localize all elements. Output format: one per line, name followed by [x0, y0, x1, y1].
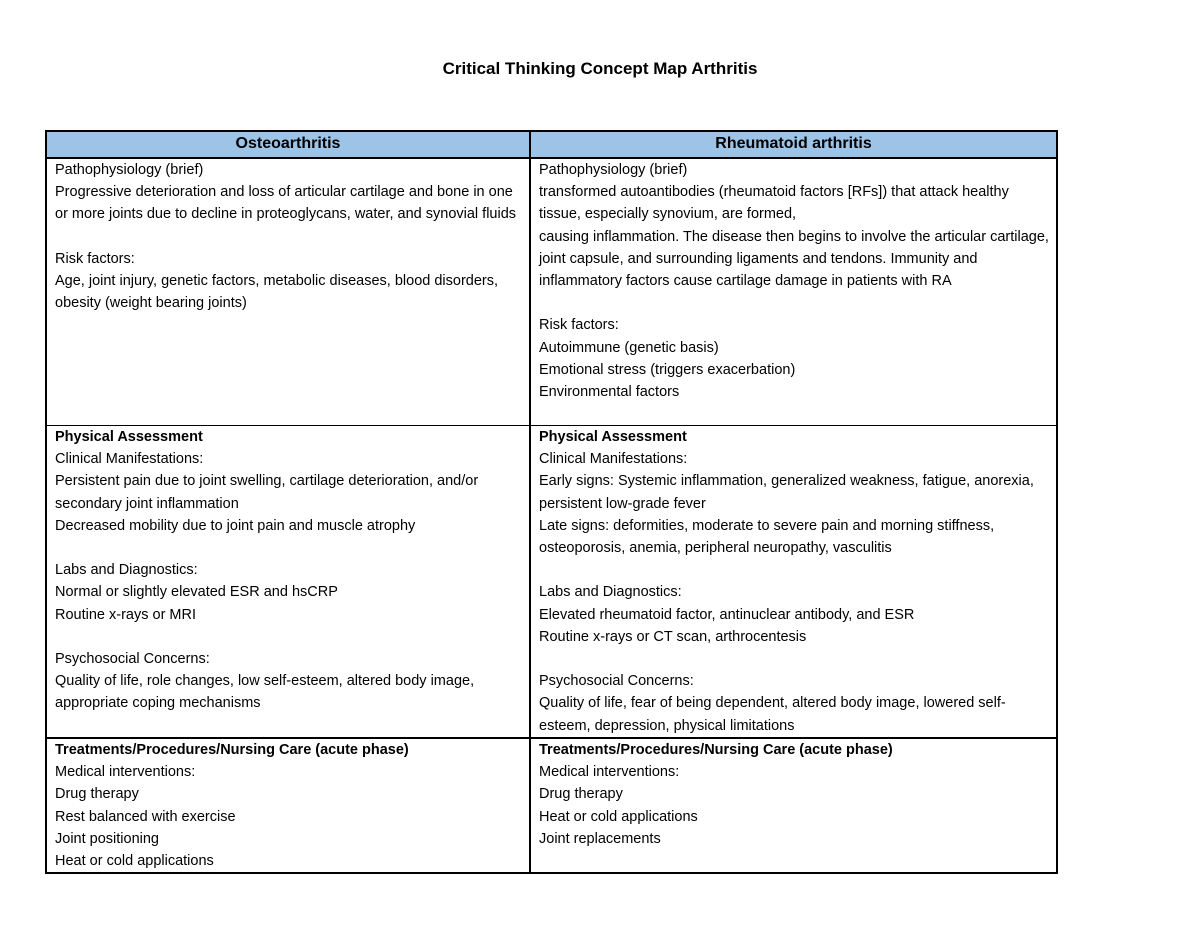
- oa-clinical-heading: Clinical Manifestations:: [55, 451, 204, 468]
- ra-labs-item: Elevated rheumatoid factor, antinuclear antibody, and ESR: [539, 606, 915, 623]
- oa-pathophysiology-text: Progressive deterioration and loss of articular cartilage and bone in one or more joints due to decline in proteoglycans, water, and synovial fluids: [55, 184, 517, 223]
- ra-clinical-item: Late signs: deformities, moderate to severe pain and morning stiffness, osteoporosis, anemia, peripheral neuropathy, vasculitis: [539, 517, 995, 557]
- ra-treatment-cell: [530, 738, 1057, 873]
- ra-treatment-item: Heat or cold applications: [539, 808, 698, 825]
- oa-psychosocial-text: Quality of life, role changes, low self-esteem, altered body image, appropriate coping mechanisms: [55, 673, 475, 712]
- ra-clinical-item: Early signs: Systemic inflammation, generalized weakness, fatigue, anorexia, persistent low-grade fever: [539, 473, 1034, 512]
- ra-psychosocial-text: Quality of life, fear of being dependent, altered body image, lowered self-esteem, depression, physical limitations: [539, 695, 1006, 734]
- ra-clinical-heading: Clinical Manifestations:: [539, 451, 688, 468]
- oa-clinical-item: Persistent pain due to joint swelling, cartilage deterioration, and/or secondary joint inflammation: [55, 473, 479, 512]
- ra-pathophysiology-cell: [530, 158, 1057, 426]
- oa-assessment-heading: Physical Assessment: [55, 429, 203, 445]
- oa-treatment-item: Heat or cold applications: [55, 853, 214, 870]
- ra-risk-item: Autoimmune (genetic basis): [539, 339, 719, 356]
- table-header-row: [46, 131, 1057, 158]
- table-row-treatments: [46, 738, 1057, 873]
- oa-labs-heading: Labs and Diagnostics:: [55, 562, 198, 579]
- ra-medical-interventions-heading: Medical interventions:: [539, 764, 680, 781]
- ra-treatment-heading: Treatments/Procedures/Nursing Care (acute phase): [539, 742, 893, 758]
- table-row-physical-assessment: [46, 426, 1057, 739]
- ra-treatment-item: Drug therapy: [539, 786, 623, 803]
- oa-assessment-cell: [46, 426, 530, 739]
- header-osteoarthritis: Osteoarthritis: [46, 131, 530, 158]
- ra-labs-item: Routine x-rays or CT scan, arthrocentesis: [539, 628, 807, 645]
- oa-psychosocial-heading: Psychosocial Concerns:: [55, 651, 210, 667]
- oa-risk-text: Age, joint injury, genetic factors, metabolic diseases, blood disorders, obesity (weight bearing joints): [55, 273, 499, 312]
- ra-labs-heading: Labs and Diagnostics:: [539, 584, 682, 601]
- concept-map-table: [45, 130, 1058, 874]
- ra-psychosocial-heading: Psychosocial Concerns:: [539, 673, 694, 690]
- ra-assessment-cell: [530, 426, 1057, 739]
- oa-treatment-item: Drug therapy: [55, 786, 139, 803]
- oa-labs-item: Routine x-rays or MRI: [55, 606, 197, 623]
- ra-pathophysiology-text-2: causing inflammation. The disease then begins to involve the articular cartilage, joint capsule, and surrounding ligaments and tendons. Immunity and inflammatory factors cause cartilage damage in patients with RA: [539, 228, 1049, 290]
- ra-treatment-item: Joint replacements: [539, 830, 661, 847]
- ra-risk-heading: Risk factors:: [539, 317, 619, 334]
- ra-risk-item: Environmental factors: [539, 384, 680, 401]
- page-title: Critical Thinking Concept Map Arthritis: [442, 59, 758, 78]
- oa-treatment-cell: [46, 738, 530, 873]
- ra-pathophysiology-heading: Pathophysiology (brief): [539, 162, 688, 178]
- header-rheumatoid-arthritis: Rheumatoid arthritis: [530, 131, 1057, 158]
- oa-treatment-item: Joint positioning: [55, 830, 159, 847]
- oa-clinical-item: Decreased mobility due to joint pain and muscle atrophy: [55, 517, 416, 534]
- ra-pathophysiology-text: transformed autoantibodies (rheumatoid factors [RFs]) that attack healthy tissue, especially synovium, are formed,: [539, 184, 1009, 223]
- ra-assessment-heading: Physical Assessment: [539, 429, 687, 445]
- ra-risk-item: Emotional stress (triggers exacerbation): [539, 361, 796, 378]
- oa-labs-item: Normal or slightly elevated ESR and hsCRP: [55, 584, 338, 601]
- oa-treatment-heading: Treatments/Procedures/Nursing Care (acute phase): [55, 742, 409, 758]
- oa-treatment-item: Rest balanced with exercise: [55, 808, 236, 825]
- oa-pathophysiology-cell: [46, 158, 530, 426]
- oa-medical-interventions-heading: Medical interventions:: [55, 764, 196, 781]
- oa-pathophysiology-heading: Pathophysiology (brief): [55, 162, 204, 178]
- table-row-pathophysiology: [46, 158, 1057, 426]
- oa-risk-heading: Risk factors:: [55, 250, 135, 267]
